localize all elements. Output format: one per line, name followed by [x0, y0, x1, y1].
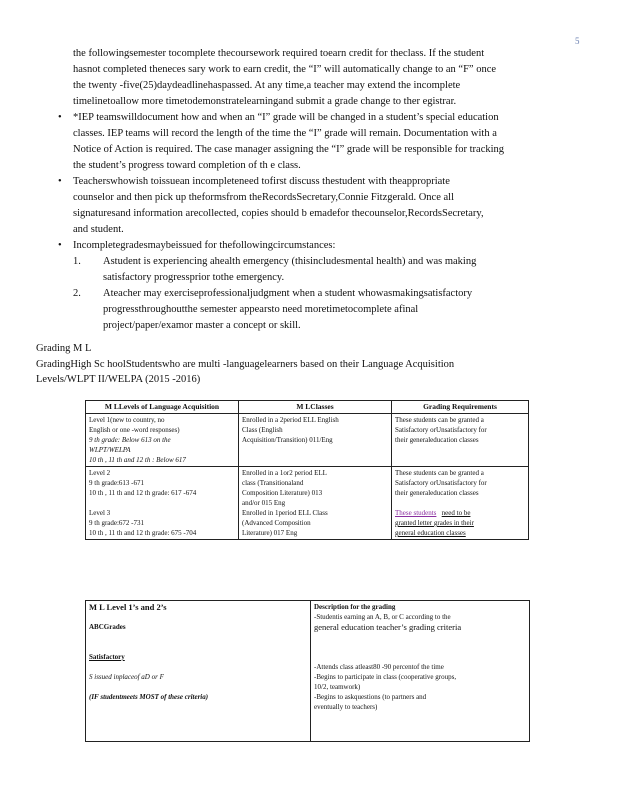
numbered-item — [73, 254, 568, 286]
underlined-text: need to be — [441, 509, 471, 517]
cell-line: Level 3 — [89, 509, 111, 517]
item-number: 1. — [73, 256, 81, 267]
bullet-item-circumstances — [58, 238, 568, 334]
cell-line: 9 th grade:672 -731 — [89, 519, 145, 527]
cell-line: Satisfactory orUnsatisfactory for — [395, 479, 487, 487]
section-subheading-levels: Levels/WLPT II/WELPA (2015 -2016) — [36, 374, 201, 385]
cell-line: English or one -word responses) — [89, 426, 180, 434]
table-cell — [86, 467, 239, 540]
cell-line: -Attends class atleast80 -90 percentof the time — [314, 663, 444, 671]
bullet-item-teachers — [58, 174, 568, 238]
text-line: Teacherswhowish toissuean incompleteneed tofirst discuss thestudent with theappropriate — [73, 176, 450, 187]
text-line: progressthroughoutthe semester appearsto need moretimetocomplete afinal — [103, 304, 419, 315]
cell-line — [395, 508, 525, 518]
cell-line: -Studentis earning an A, B, or C according to the — [314, 613, 451, 621]
intro-paragraph — [73, 46, 551, 110]
cell-line: and/or 015 Eng — [242, 499, 286, 507]
item-number: 2. — [73, 288, 81, 299]
cell-line: -Begins to askquestions (to partners and — [314, 693, 427, 701]
cell-line: Level 2 — [89, 469, 111, 477]
cell-line: These students can be granted a — [395, 416, 484, 424]
bullet-list — [58, 110, 568, 334]
spacer — [89, 642, 307, 652]
cell-line: 10/2, teamwork) — [314, 683, 361, 691]
cell-line: 9 th grade:613 -671 — [89, 479, 145, 487]
table-header-row — [86, 401, 529, 414]
text-line: the student’s progress toward completion of th e class. — [73, 160, 301, 171]
cell-line: 10 th , 11 th and 12 th grade: 617 -674 — [89, 489, 197, 497]
text-line: the followingsemester tocomplete thecoursework required toearn credit for theclass. If the student — [73, 48, 485, 59]
cell-line: Composition Literature) 013 — [242, 489, 323, 497]
table-cell — [392, 467, 529, 540]
bullet-item-iep — [58, 110, 568, 174]
spacer — [89, 632, 307, 642]
table-cell — [239, 414, 392, 467]
column-header: M LClasses — [239, 401, 392, 414]
text-line: Astudent is experiencing ahealth emergency (thisincludesmental health) and was making — [103, 256, 477, 267]
spacer — [314, 652, 526, 662]
text-line: Notice of Action is required. The case manager assigning the “I” grade will be responsible for tracking — [73, 144, 505, 155]
text-line: classes. IEP teams will record the length of the time the “I” grade will remain. Documentation with a — [73, 128, 497, 139]
text-line: counselor and then pick up theformsfrom theRecordsSecretary,Connie Fitzgerald. Once all — [73, 192, 454, 203]
bullet-icon: • — [58, 240, 62, 251]
table-row — [86, 414, 529, 467]
table-cell — [239, 467, 392, 540]
spacer — [89, 682, 307, 692]
cell-line: their generaleducation classes — [395, 436, 479, 444]
bullet-icon: • — [58, 112, 62, 123]
text-line: project/paper/examor master a concept or skill. — [103, 320, 301, 331]
text-line: Incompletegradesmaybeissued for thefollowingcircumstances: — [73, 240, 336, 251]
numbered-item — [73, 286, 568, 334]
cell-line: Literature) 017 Eng — [242, 529, 298, 537]
cell-line: Satisfactory orUnsatisfactory for — [395, 426, 487, 434]
cell-line: Satisfactory — [89, 653, 125, 661]
table-cell — [86, 414, 239, 467]
cell-line: Enrolled in 1period ELL Class — [242, 509, 328, 517]
cell-line: Enrolled in a 2period ELL English — [242, 416, 339, 424]
text-line: *IEP teamswilldocument how and when an “I” grade will be changed in a student’s special education — [73, 112, 499, 123]
cell-line: Acquisition/Transition) 011/Eng — [242, 436, 333, 444]
cell-line: class (Transitionaland — [242, 479, 304, 487]
spacer — [89, 498, 235, 508]
cell-line: 10 th , 11 th and 12 th : Below 617 — [89, 456, 186, 464]
cell-line: general education classes — [395, 529, 466, 537]
cell-title: M L Level 1’s and 2’s — [89, 602, 167, 612]
cell-line: granted letter grades in their — [395, 519, 474, 527]
cell-line: 10 th , 11 th and 12 th grade: 675 -704 — [89, 529, 197, 537]
cell-line: ABCGrades — [89, 623, 126, 631]
spacer — [395, 498, 525, 508]
table-cell — [311, 601, 530, 742]
text-line: and student. — [73, 224, 124, 235]
cell-line: 9 th grade: Below 613 on the — [89, 436, 171, 444]
page-number: 5 — [575, 36, 580, 46]
bullet-icon: • — [58, 176, 62, 187]
spacer — [89, 612, 307, 622]
cell-line: These students can be granted a — [395, 469, 484, 477]
column-header: M LLevels of Language Acquisition — [86, 401, 239, 414]
cell-line: (IF studentmeets MOST of these criteria) — [89, 693, 209, 701]
table-cell — [392, 414, 529, 467]
cell-line: general education teacher’s grading criteria — [314, 622, 462, 632]
cell-line: eventually to teachers) — [314, 703, 378, 711]
text-line: satisfactory progressprior tothe emergency. — [103, 272, 285, 283]
cell-line: their generaleducation classes — [395, 489, 479, 497]
text-line: signaturesand information arecollected, copies should b emadefor thecounselor,RecordsSecretary, — [73, 208, 484, 219]
cell-title: Description for the grading — [314, 603, 396, 611]
text-line: timelinetoallow more timetodemonstratelearningand submit a grade change to ther egistrar. — [73, 96, 457, 107]
spacer — [314, 642, 526, 652]
cell-line: Level 1(new to country, no — [89, 416, 165, 424]
cell-line: (Advanced Composition — [242, 519, 311, 527]
text-line: Ateacher may exerciseprofessionaljudgment when a student whowasmakingsatisfactory — [103, 288, 473, 299]
ml-levels-table — [85, 400, 529, 540]
spacer — [89, 662, 307, 672]
cell-line: Class (English — [242, 426, 283, 434]
table-cell — [86, 601, 311, 742]
section-subheading: GradingHigh Sc hoolStudentswho are multi -languagelearners based on their Language Acquisition — [36, 359, 455, 370]
grading-criteria-table — [85, 600, 530, 742]
text-line: hasnot completed theneces sary work to earn credit, the “I” will automatically change to an “F” once — [73, 64, 497, 75]
cell-line: S issued inplaceof aD or F — [89, 673, 164, 681]
cell-line: WLPT/WELPA — [89, 446, 131, 454]
link-text[interactable]: These students — [395, 509, 437, 517]
table-row — [86, 601, 530, 742]
section-heading: Grading M L — [36, 343, 92, 354]
table-row — [86, 467, 529, 540]
column-header: Grading Requirements — [392, 401, 529, 414]
cell-line: Enrolled in a 1or2 period ELL — [242, 469, 327, 477]
cell-line: -Begins to participate in class (cooperative groups, — [314, 673, 457, 681]
text-line: the twenty -five(25)daydeadlinehaspassed. At any time,a teacher may extend the incomplete — [73, 80, 461, 91]
spacer — [314, 632, 526, 642]
